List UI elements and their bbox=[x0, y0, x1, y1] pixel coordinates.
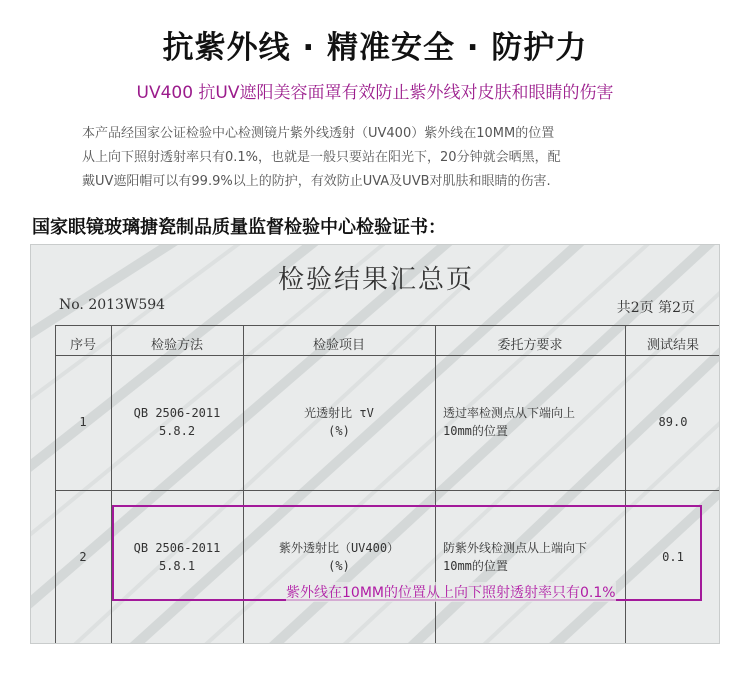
test-item: 紫外透射比（UV400） (%) bbox=[278, 541, 400, 573]
column-header: 委托方要求 bbox=[497, 338, 563, 353]
client-requirement: 透过率检测点从下端向上 10mm的位置 bbox=[443, 406, 576, 438]
row-number: 1 bbox=[79, 415, 87, 429]
certificate-page-info: 共2页 第2页 bbox=[616, 300, 695, 316]
table-rule bbox=[55, 355, 720, 356]
test-method: QB 2506-2011 5.8.2 bbox=[133, 406, 221, 438]
test-method: QB 2506-2011 5.8.1 bbox=[133, 541, 221, 573]
table-rule bbox=[55, 325, 56, 644]
row-number: 2 bbox=[79, 550, 87, 564]
description-block bbox=[82, 122, 672, 194]
column-header: 测试结果 bbox=[646, 338, 699, 353]
page-subtitle: UV400 抗UV遮阳美容面罩有效防止紫外线对皮肤和眼睛的伤害 bbox=[136, 83, 614, 103]
test-result: 89.0 bbox=[658, 415, 688, 429]
test-result: 0.1 bbox=[662, 550, 684, 564]
highlight-note: 紫外线在10MM的位置从上向下照射透射率只有0.1% bbox=[286, 582, 616, 602]
table-rule bbox=[55, 490, 720, 491]
description-line: 本产品经国家公证检验中心检测镜片紫外线透射（UV400）紫外线在10MM的位置 bbox=[82, 126, 555, 141]
page-title: 抗紫外线 · 精准安全 · 防护力 bbox=[162, 30, 588, 66]
description-line: 戴UV遮阳帽可以有99.9%以上的防护，有效防止UVA及UVB对肌肤和眼睛的伤害. bbox=[82, 174, 551, 189]
certificate-title: 检验结果汇总页 bbox=[277, 265, 474, 295]
certificate-image bbox=[30, 244, 720, 644]
client-requirement: 防紫外线检测点从上端向下 10mm的位置 bbox=[443, 541, 588, 573]
certificate-number: No. 2013W594 bbox=[59, 297, 166, 313]
column-header: 检验项目 bbox=[312, 338, 365, 353]
section-title: 国家眼镜玻璃搪瓷制品质量监督检验中心检验证书： bbox=[32, 217, 446, 238]
table-rule bbox=[55, 325, 720, 326]
column-header: 检验方法 bbox=[150, 338, 203, 353]
column-header: 序号 bbox=[69, 338, 96, 353]
test-item: 光透射比 τV (%) bbox=[304, 406, 374, 438]
description-line: 从上向下照射透射率只有0.1%，也就是一般只要站在阳光下，20分钟就会晒黑，配 bbox=[82, 150, 561, 165]
